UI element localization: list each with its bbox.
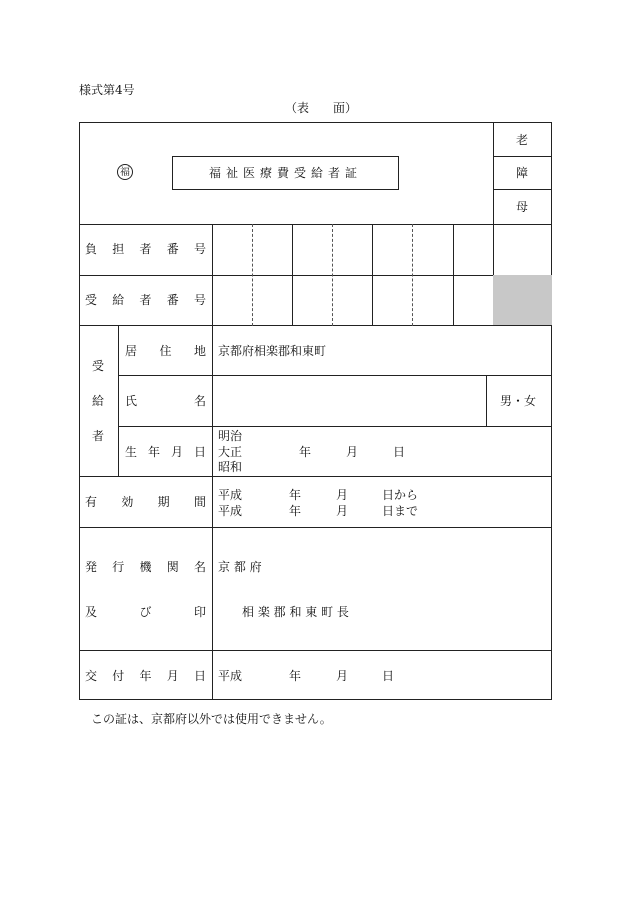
column-divider <box>292 224 293 326</box>
column-divider <box>372 224 373 326</box>
usage-note: この証は、京都府以外では使用できません。 <box>91 712 332 726</box>
column-divider <box>486 375 487 427</box>
row-divider <box>79 325 552 326</box>
validity-label: 有 効 期 間 <box>85 495 206 509</box>
certificate-title: 福祉医療費受給者証 <box>172 156 399 190</box>
era-meiji: 明治 <box>218 429 243 443</box>
issue-date-label: 交 付 年 月 日 <box>85 669 206 683</box>
birth-day-unit: 日 <box>393 445 406 459</box>
validity-to-era: 平成 <box>218 504 243 518</box>
form-number: 様式第4号 <box>79 83 135 97</box>
issue-date-era: 平成 <box>218 669 243 683</box>
validity-from-day: 日から <box>382 488 419 502</box>
seal-label: 及 び 印 <box>85 605 206 619</box>
validity-from-era: 平成 <box>218 488 243 502</box>
birth-month-unit: 月 <box>346 445 359 459</box>
validity-from-year: 年 <box>289 488 302 502</box>
era-taisho: 大正 <box>218 445 243 459</box>
category-disabled: 障 <box>516 166 529 180</box>
recipient-group-label-1: 受 <box>92 359 105 373</box>
recipient-group-label-3: 者 <box>92 429 105 443</box>
sex-options: 男・女 <box>500 394 537 408</box>
category-divider <box>493 156 552 157</box>
birth-year-unit: 年 <box>299 445 312 459</box>
row-divider <box>79 650 552 651</box>
digit-separator <box>252 224 253 326</box>
digit-separator <box>412 224 413 326</box>
fuku-mark: 福 <box>117 164 133 180</box>
category-mother: 母 <box>516 200 529 214</box>
issuer-label: 発 行 機 関 名 <box>85 560 206 574</box>
era-showa: 昭和 <box>218 460 243 474</box>
column-divider <box>453 224 454 326</box>
side-label: （表 面） <box>285 101 358 115</box>
digit-separator <box>332 224 333 326</box>
column-divider <box>118 325 119 477</box>
validity-to-month: 月 <box>336 504 349 518</box>
validity-to-day: 日まで <box>382 504 419 518</box>
category-elderly: 老 <box>516 133 529 147</box>
name-label: 氏 名 <box>125 394 206 408</box>
recipient-number-label: 受 給 者 番 号 <box>85 293 206 307</box>
shaded-cell <box>493 275 552 325</box>
row-divider <box>79 275 552 276</box>
residence-value: 京都府相楽郡和東町 <box>218 344 327 358</box>
issue-date-year: 年 <box>289 669 302 683</box>
issuer-mayor: 相 楽 郡 和 東 町 長 <box>242 605 349 619</box>
payer-number-label: 負 担 者 番 号 <box>85 242 206 256</box>
row-divider <box>79 224 552 225</box>
category-divider <box>493 189 552 190</box>
recipient-group-label-2: 給 <box>92 394 105 408</box>
residence-label: 居 住 地 <box>125 344 206 358</box>
column-divider <box>212 224 213 700</box>
issue-date-day: 日 <box>382 669 395 683</box>
issue-date-month: 月 <box>336 669 349 683</box>
birthdate-label: 生 年 月 日 <box>125 445 206 459</box>
validity-to-year: 年 <box>289 504 302 518</box>
issuer-prefecture: 京 都 府 <box>218 560 262 574</box>
row-divider <box>79 527 552 528</box>
validity-from-month: 月 <box>336 488 349 502</box>
row-divider <box>79 476 552 477</box>
